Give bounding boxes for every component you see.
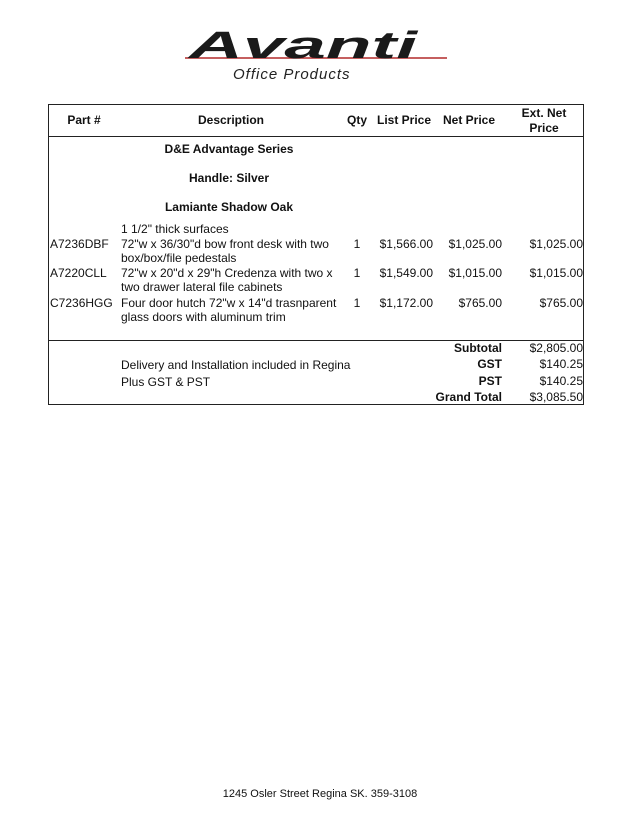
footer-address: 1245 Osler Street Regina SK. 359-3108 [222,788,418,800]
totals-divider [48,340,584,341]
row-part: A7236DBF [50,237,109,251]
row-list-price: $1,566.00 [379,237,433,251]
surfaces-note: 1 1/2" thick surfaces [121,222,229,236]
header-description: Description [197,113,264,127]
row-description-cont: two drawer lateral file cabinets [121,280,283,294]
gst-value: $140.25 [539,357,583,371]
handle-title: Handle: Silver [188,171,270,185]
row-ext-price: $1,025.00 [529,237,583,251]
row-description: 72"w x 20"d x 29"h Credenza with two x [121,266,333,280]
delivery-note: Delivery and Installation included in Regina [121,358,351,372]
row-description: 72"w x 36/30"d bow front desk with two [121,237,329,251]
row-part: A7220CLL [50,266,107,280]
row-qty: 1 [353,266,361,280]
row-net-price: $1,015.00 [448,266,502,280]
finish-title: Lamiante Shadow Oak [164,200,294,214]
avanti-logo-mark [185,28,455,68]
grand-total-label: Grand Total [435,390,502,404]
header-ext-net: Ext. Net [521,106,567,120]
pst-label: PST [478,374,502,388]
pst-value: $140.25 [539,374,583,388]
row-part: C7236HGG [50,296,113,310]
company-logo [185,28,455,88]
tax-note: Plus GST & PST [121,375,211,389]
row-list-price: $1,549.00 [379,266,433,280]
row-description-cont: glass doors with aluminum trim [121,310,286,324]
series-title: D&E Advantage Series [164,142,294,156]
header-ext-price: Price [529,121,559,135]
subtotal-label: Subtotal [454,341,502,355]
row-ext-price: $765.00 [539,296,583,310]
gst-label: GST [477,357,502,371]
header-qty: Qty [346,113,367,127]
row-ext-price: $1,015.00 [529,266,583,280]
header-list-price: List Price [376,113,432,127]
row-list-price: $1,172.00 [379,296,433,310]
subtotal-value: $2,805.00 [529,341,583,355]
header-net-price: Net Price [442,113,496,127]
logo-brand: Avanti [187,28,420,67]
header-divider [48,136,584,137]
grand-total-value: $3,085.50 [529,390,583,404]
row-qty: 1 [353,237,361,251]
header-part: Part # [67,113,101,127]
row-qty: 1 [353,296,361,310]
row-description: Four door hutch 72"w x 14"d trasnparent [121,296,337,310]
row-description-cont: box/box/file pedestals [121,251,237,265]
row-net-price: $765.00 [458,296,502,310]
row-net-price: $1,025.00 [448,237,502,251]
logo-subtitle: Office Products [233,66,351,83]
